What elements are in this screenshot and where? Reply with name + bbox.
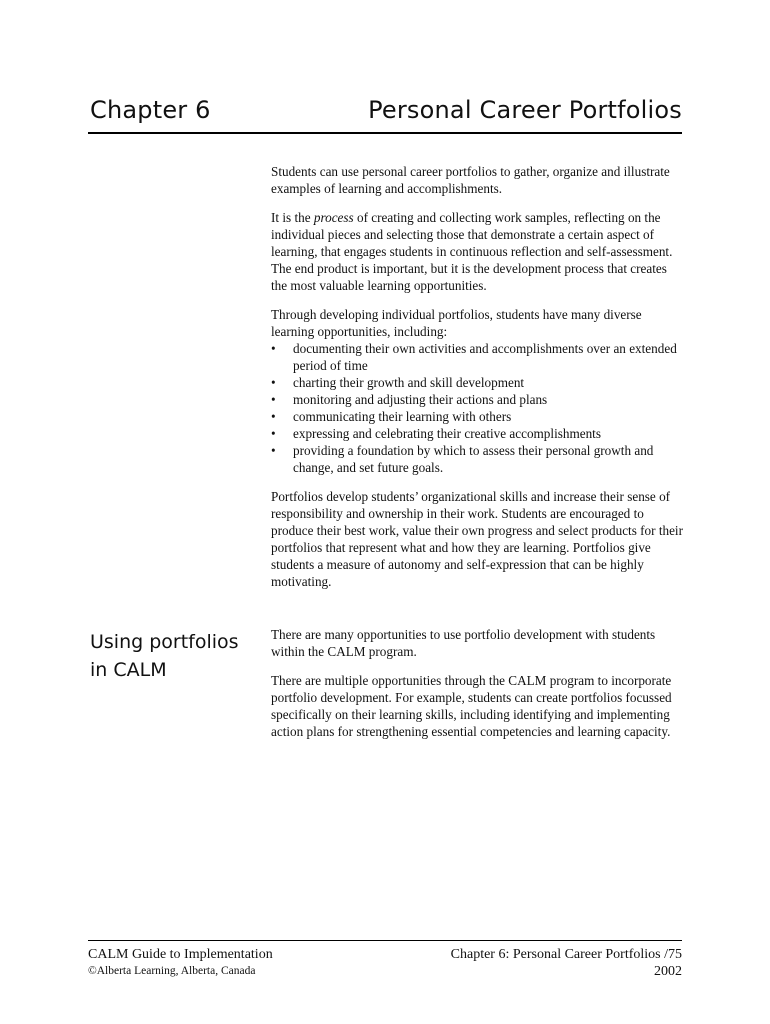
list-item-text: expressing and celebrating their creative accomplishments [293, 426, 601, 441]
chapter-number: Chapter 6 [90, 96, 211, 124]
list-item [271, 391, 683, 408]
list-item [271, 408, 683, 425]
bullet-icon: • [271, 375, 276, 390]
paragraph-2-lead: It is the [271, 210, 314, 225]
list-item [271, 374, 683, 391]
section-heading-line-2: in CALM [90, 659, 167, 681]
process-emphasis: process [313, 210, 354, 225]
bullet-list [271, 340, 683, 476]
list-item [271, 425, 683, 442]
calm-paragraph-1: There are many opportunities to use portfolio development with students within the CALM program. [271, 627, 656, 659]
footer-year: 2002 [654, 964, 682, 979]
bullet-icon: • [271, 443, 276, 458]
section-heading [90, 628, 265, 684]
list-item-text: providing a foundation by which to assess their personal growth and change, and set future goals. [293, 443, 654, 475]
footer-chapter-page: Chapter 6: Personal Career Portfolios /75 [450, 947, 682, 962]
calm-section [271, 626, 683, 740]
list-item-text: charting their growth and skill development [293, 375, 525, 390]
bullet-icon: • [271, 392, 276, 407]
intro-paragraph-1: Students can use personal career portfolios to gather, organize and illustrate examples of learning and accomplishments. [271, 164, 670, 196]
intro-paragraph-2 [271, 209, 683, 294]
paragraph-2-rest: of creating and collecting work samples, reflecting on the individual pieces and selecting those that demonstrate a certain aspect of learning, that engages students in continuous reflection and self-assessment. The end product is important, but it is the development process that creates the most valuable learning opportunities. [271, 210, 673, 293]
footer-left [88, 946, 273, 980]
intro-paragraph-4: Portfolios develop students’ organizational skills and increase their sense of responsibility and ownership in their work. Students are encouraged to produce their best work, value their own progress and select products for their portfolios that represent what and how they are learning. Portfolios give students a measure of autonomy and self-expression that can be highly motivating. [271, 489, 683, 589]
footer-guide-title: CALM Guide to Implementation [88, 947, 273, 962]
list-item [271, 442, 683, 476]
bullet-icon: • [271, 409, 276, 424]
list-item-text: communicating their learning with others [293, 409, 512, 424]
calm-paragraph-2: There are multiple opportunities through the CALM program to incorporate portfolio development. For example, students can create portfolios focussed specifically on their learning skills, including identifying and implementing action plans for strengthening essential competencies and learning capacity. [271, 673, 672, 739]
bullet-icon: • [271, 341, 276, 356]
intro-section [271, 163, 683, 590]
bullet-list-lead: Through developing individual portfolios, students have many diverse learning opportunities, including: [271, 307, 642, 339]
section-heading-line-1: Using portfolios [90, 631, 239, 653]
list-item [271, 340, 683, 374]
footer-copyright: ©Alberta Learning, Alberta, Canada [88, 965, 256, 977]
chapter-header [88, 92, 682, 134]
footer-right [451, 946, 682, 980]
chapter-title: Personal Career Portfolios [368, 96, 682, 124]
page-footer [88, 940, 682, 979]
bullet-icon: • [271, 426, 276, 441]
list-item-text: documenting their own activities and accomplishments over an extended period of time [293, 341, 677, 373]
list-item-text: monitoring and adjusting their actions and plans [293, 392, 548, 407]
intro-paragraph-3 [271, 306, 683, 476]
